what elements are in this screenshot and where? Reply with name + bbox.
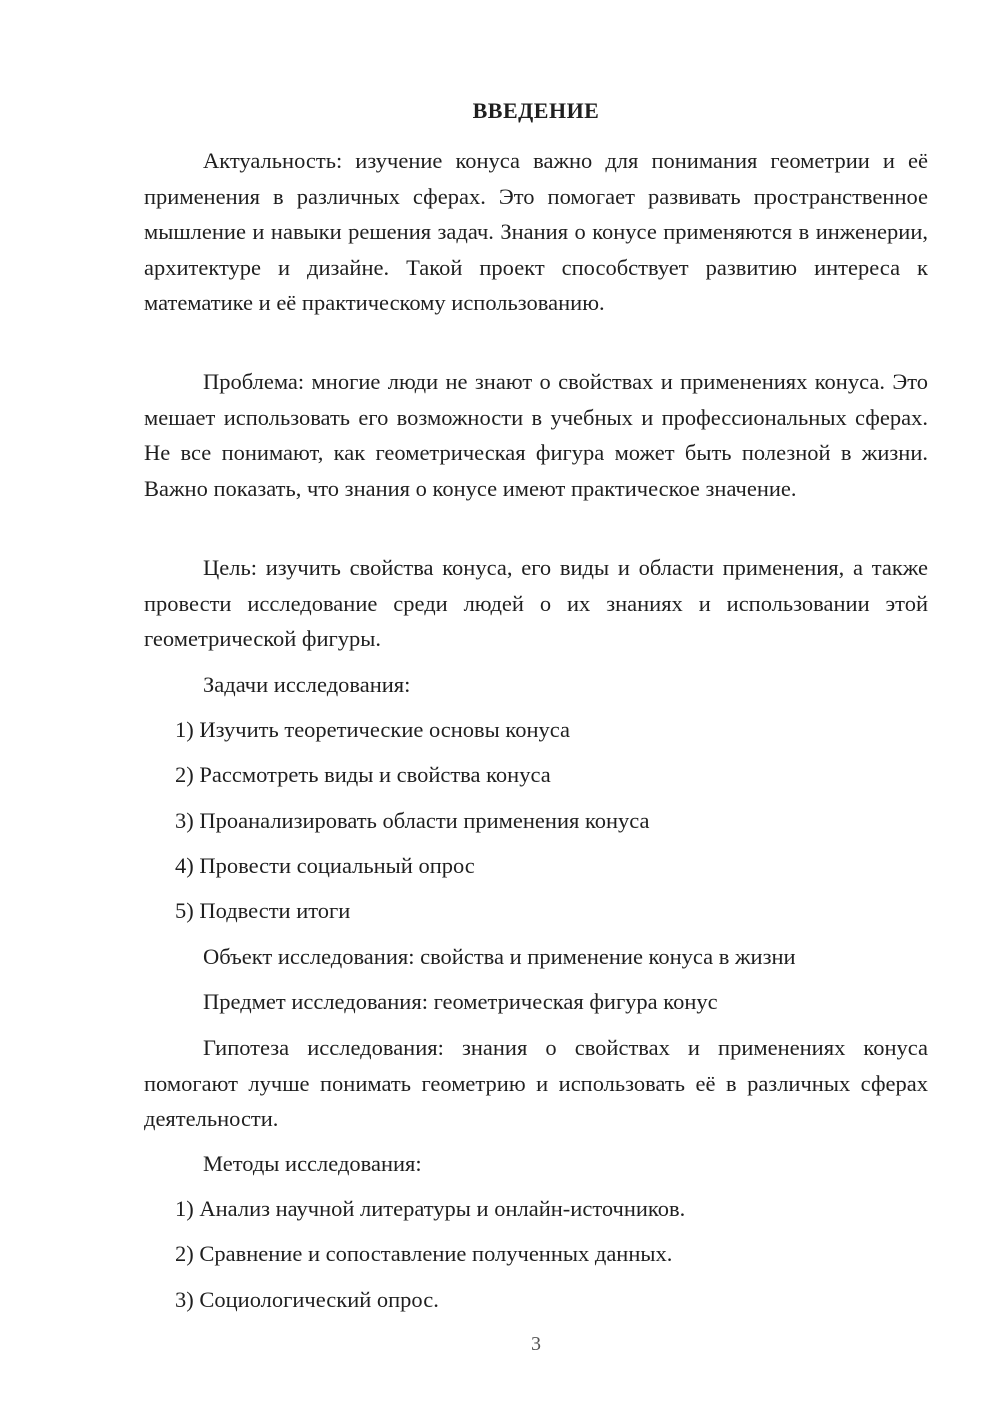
research-subject: Предмет исследования: геометрическая фигура конус — [203, 989, 718, 1014]
methods-heading: Методы исследования: — [203, 1151, 422, 1176]
page-title: ВВЕДЕНИЕ — [472, 98, 600, 123]
research-object: Объект исследования: свойства и применение конуса в жизни — [203, 944, 796, 969]
method-item: 3) Социологический опрос. — [175, 1287, 439, 1312]
task-item: 4) Провести социальный опрос — [175, 853, 475, 878]
method-item: 2) Сравнение и сопоставление полученных данных. — [175, 1241, 673, 1266]
relevance-paragraph: Актуальность: изучение конуса важно для понимания геометрии и её применения в различных сферах. Это помогает развивать пространственное мышление и навыки решения задач. Знания о конусе применяются в инженерии, архитектуре и дизайне. Такой проект способствует развитию интереса к математике и её практическому использованию. — [144, 148, 928, 315]
goal-paragraph: Цель: изучить свойства конуса, его виды и области применения, а также провести исследование среди людей о их знаниях и использовании этой геометрической фигуры. — [144, 555, 928, 651]
tasks-heading: Задачи исследования: — [203, 672, 411, 697]
page-number: 3 — [531, 1333, 541, 1355]
task-item: 1) Изучить теоретические основы конуса — [175, 717, 571, 742]
task-item: 5) Подвести итоги — [175, 898, 351, 923]
problem-paragraph: Проблема: многие люди не знают о свойствах и применениях конуса. Это мешает использовать его возможности в учебных и профессиональных сферах. Не все понимают, как геометрическая фигура может быть полезной в жизни. Важно показать, что знания о конусе имеют практическое значение. — [144, 369, 928, 501]
task-item: 2) Рассмотреть виды и свойства конуса — [175, 762, 551, 787]
hypothesis-paragraph: Гипотеза исследования: знания о свойствах и применениях конуса помогают лучше понимать геометрию и использовать её в различных сферах деятельности. — [144, 1035, 928, 1131]
task-item: 3) Проанализировать области применения конуса — [175, 808, 650, 833]
method-item: 1) Анализ научной литературы и онлайн-источников. — [175, 1196, 686, 1221]
